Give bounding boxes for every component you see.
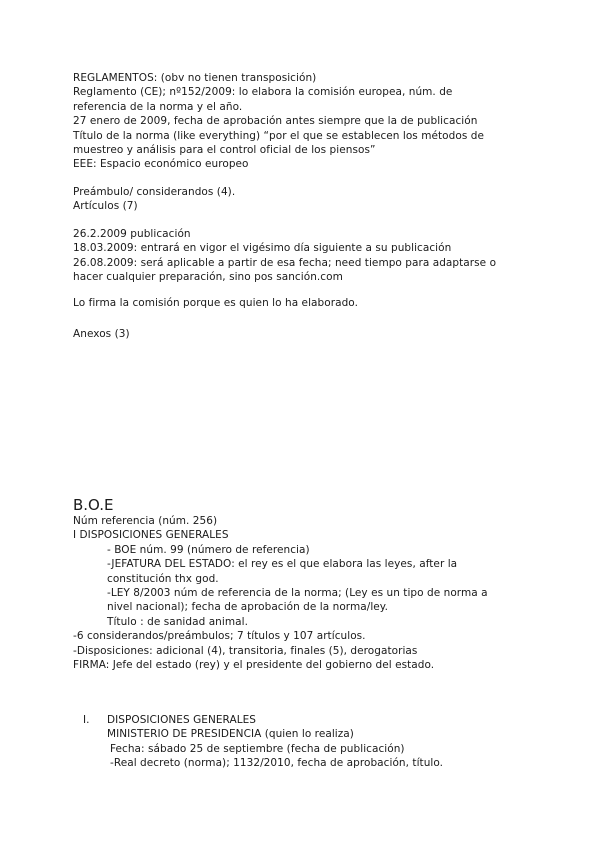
text-line: Fecha: sábado 25 de septiembre (fecha de publicación) <box>110 742 405 755</box>
reglamentos-section <box>73 71 533 172</box>
text-line: nivel nacional); fecha de aprobación de la norma/ley. <box>107 601 388 614</box>
reglamentos-heading: REGLAMENTOS: (obv no tienen transposición) <box>73 72 317 84</box>
text-line: -Real decreto (norma); 1132/2010, fecha de aprobación, título. <box>110 757 444 770</box>
boe-title: B.O.E <box>73 496 114 514</box>
text-line: Artículos (7) <box>73 200 138 213</box>
list-numeral: I. <box>83 714 90 726</box>
text-line: -Disposiciones: adicional (4), transitoria, finales (5), derogatorias <box>73 644 418 657</box>
text-line: - BOE núm. 99 (número de referencia) <box>107 543 310 556</box>
anexos-section <box>73 327 533 341</box>
text-line: 26.2.2009 publicación <box>73 228 191 240</box>
text-line: MINISTERIO DE PRESIDENCIA (quien lo realiza) <box>107 728 354 741</box>
disposiciones-list <box>83 713 567 771</box>
text-line: constitución thx god. <box>107 572 219 585</box>
text-line: -6 considerandos/preámbulos; 7 títulos y 107 artículos. <box>73 630 366 643</box>
text-line: Preámbulo/ considerandos (4). <box>73 186 236 198</box>
text-line: Reglamento (CE); nº152/2009: lo elabora la comisión europea, núm. de <box>73 86 453 99</box>
text-line: hacer cualquier preparación, sino pos sanción.com <box>73 271 343 284</box>
text-line: Núm referencia (núm. 256) <box>73 515 218 527</box>
dates-section <box>73 227 533 285</box>
text-line: I DISPOSICIONES GENERALES <box>73 529 229 542</box>
list-item <box>83 713 567 727</box>
text-line: muestreo y análisis para el control oficial de los piensos” <box>73 144 376 157</box>
text-line: EEE: Espacio económico europeo <box>73 158 249 171</box>
text-line: FIRMA: Jefe del estado (rey) y el presidente del gobierno del estado. <box>73 659 435 672</box>
text-line: Título : de sanidad animal. <box>107 615 248 628</box>
firma-section <box>73 296 533 310</box>
preambulo-section <box>73 185 533 214</box>
text-line: 27 enero de 2009, fecha de aprobación antes siempre que la de publicación <box>73 115 478 128</box>
list-item-label: DISPOSICIONES GENERALES <box>107 714 257 726</box>
text-line: Lo firma la comisión porque es quien lo ha elaborado. <box>73 297 358 309</box>
boe-section <box>73 496 533 672</box>
text-line: Título de la norma (like everything) “por el que se establecen los métodos de <box>73 129 484 142</box>
text-line: 26.08.2009: será aplicable a partir de esa fecha; need tiempo para adaptarse o <box>73 256 497 269</box>
text-line: referencia de la norma y el año. <box>73 100 243 113</box>
text-line: -LEY 8/2003 núm de referencia de la norma; (Ley es un tipo de norma a <box>107 587 488 600</box>
text-line: 18.03.2009: entrará en vigor el vigésimo día siguiente a su publicación <box>73 242 452 255</box>
text-line: Anexos (3) <box>73 328 130 340</box>
text-line: -JEFATURA DEL ESTADO: el rey es el que elabora las leyes, after la <box>107 558 458 571</box>
